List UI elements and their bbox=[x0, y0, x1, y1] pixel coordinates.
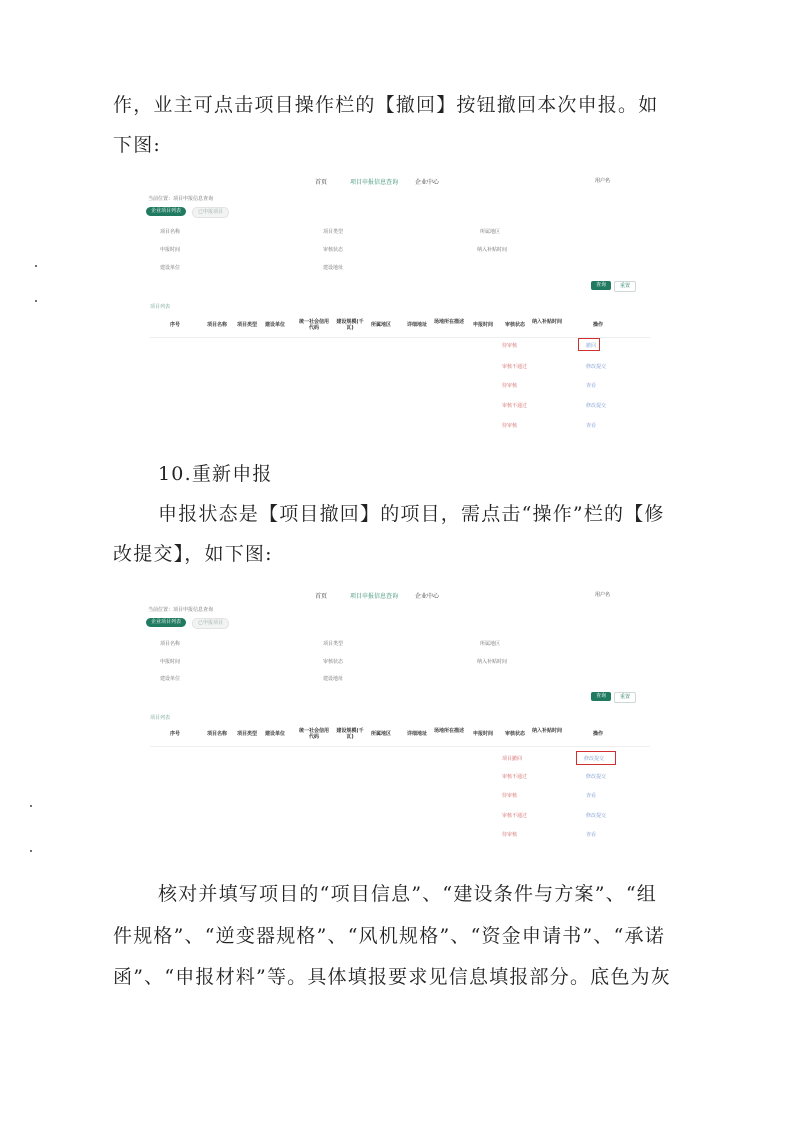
scan-speck bbox=[30, 805, 32, 807]
column-header: 操作 bbox=[592, 731, 603, 737]
filter-label: 建设单位 bbox=[160, 676, 181, 682]
column-header: 审核状态 bbox=[504, 731, 525, 737]
nav-enterprise[interactable]: 企业中心 bbox=[415, 593, 440, 600]
column-header: 详细地址 bbox=[406, 731, 427, 737]
scan-speck bbox=[35, 300, 37, 302]
filter-label: 项目类型 bbox=[323, 229, 344, 235]
table-row-action[interactable]: 修改提交 bbox=[586, 813, 607, 819]
column-header: 建设单位 bbox=[264, 731, 285, 737]
filter-label: 所属地区 bbox=[480, 641, 501, 647]
tab-project-list[interactable]: 企业项目列表 bbox=[146, 207, 186, 216]
tab-declared[interactable]: 已申报项目 bbox=[192, 618, 229, 629]
modify-submit-button[interactable]: 修改提交 bbox=[584, 756, 605, 762]
column-header: 纳入补贴时间 bbox=[531, 319, 562, 325]
embedded-screenshot-withdraw bbox=[140, 170, 660, 450]
column-header: 所属地区 bbox=[370, 322, 391, 328]
column-header: 申报时间 bbox=[472, 322, 493, 328]
column-header: 审核状态 bbox=[504, 322, 525, 328]
list-title: 项目列表 bbox=[150, 715, 171, 721]
table-row-status: 待审核 bbox=[502, 793, 518, 799]
filter-label: 建设地址 bbox=[323, 265, 344, 271]
column-header: 建设规模(千瓦) bbox=[336, 319, 364, 331]
table-row-action[interactable]: 查看 bbox=[586, 383, 597, 389]
paragraph-line: 件规格”、“逆变器规格”、“风机规格”、“资金申请书”、“承诺 bbox=[113, 925, 665, 947]
table-row-action[interactable]: 查看 bbox=[586, 423, 597, 429]
filter-label: 项目类型 bbox=[323, 641, 344, 647]
column-header: 项目类型 bbox=[236, 731, 257, 737]
column-header: 项目名称 bbox=[206, 322, 227, 328]
column-header: 建设规模(千瓦) bbox=[336, 728, 364, 740]
filter-label: 建设地址 bbox=[323, 676, 344, 682]
table-row-action[interactable]: 查看 bbox=[586, 793, 597, 799]
divider bbox=[150, 746, 650, 747]
column-header: 序号 bbox=[169, 731, 180, 737]
withdraw-button[interactable]: 撤回 bbox=[586, 343, 597, 349]
reset-button[interactable]: 重置 bbox=[614, 692, 636, 703]
breadcrumb: 当前位置：项目申报信息查询 bbox=[148, 196, 214, 202]
table-row-action[interactable]: 修改提交 bbox=[586, 774, 607, 780]
column-header: 所属地区 bbox=[370, 731, 391, 737]
table-row-status: 待审核 bbox=[502, 343, 518, 349]
column-header: 项目名称 bbox=[206, 731, 227, 737]
filter-label: 申报时间 bbox=[160, 659, 181, 665]
table-row-status: 待审核 bbox=[502, 423, 518, 429]
embedded-screenshot-resubmit bbox=[140, 585, 660, 850]
nav-query[interactable]: 项目申报信息查询 bbox=[350, 593, 399, 600]
nav-query[interactable]: 项目申报信息查询 bbox=[350, 179, 399, 186]
paragraph-line: 改提交】，如下图: bbox=[113, 543, 273, 565]
filter-label: 所属地区 bbox=[480, 229, 501, 235]
column-header: 详细地址 bbox=[406, 322, 427, 328]
scan-speck bbox=[30, 850, 32, 852]
breadcrumb: 当前位置：项目申报信息查询 bbox=[148, 607, 214, 613]
user-name[interactable]: 用户名 bbox=[595, 178, 611, 184]
column-header: 场地所在描述 bbox=[433, 728, 464, 734]
column-header: 操作 bbox=[592, 322, 603, 328]
reset-button[interactable]: 重置 bbox=[614, 281, 636, 292]
nav-home[interactable]: 首页 bbox=[315, 179, 328, 186]
table-row-status: 审核不通过 bbox=[502, 813, 528, 819]
scan-speck bbox=[35, 265, 37, 267]
table-row-action[interactable]: 修改提交 bbox=[586, 364, 607, 370]
table-row-status: 审核不通过 bbox=[502, 403, 528, 409]
nav-enterprise[interactable]: 企业中心 bbox=[415, 179, 440, 186]
filter-label: 纳入补贴时间 bbox=[477, 247, 508, 253]
filter-label: 纳入补贴时间 bbox=[477, 659, 508, 665]
column-header: 项目类型 bbox=[236, 322, 257, 328]
table-row-action[interactable]: 修改提交 bbox=[586, 403, 607, 409]
table-row-status: 待审核 bbox=[502, 383, 518, 389]
tab-project-list[interactable]: 企业项目列表 bbox=[146, 618, 186, 627]
column-header: 申报时间 bbox=[472, 731, 493, 737]
column-header: 纳入补贴时间 bbox=[531, 728, 562, 734]
highlight-box bbox=[576, 751, 616, 765]
table-row-action[interactable]: 查看 bbox=[586, 832, 597, 838]
tab-declared[interactable]: 已申报项目 bbox=[192, 207, 229, 218]
column-header: 场地所在描述 bbox=[433, 319, 464, 325]
filter-label: 审核状态 bbox=[323, 247, 344, 253]
highlight-box bbox=[578, 338, 600, 351]
query-button[interactable]: 查询 bbox=[591, 281, 611, 290]
filter-label: 申报时间 bbox=[160, 247, 181, 253]
divider bbox=[150, 337, 650, 338]
filter-label: 建设单位 bbox=[160, 265, 181, 271]
table-row-status: 审核不通过 bbox=[502, 364, 528, 370]
filter-label: 项目名称 bbox=[160, 229, 181, 235]
list-title: 项目列表 bbox=[150, 304, 171, 310]
column-header: 序号 bbox=[169, 322, 180, 328]
paragraph-line: 作，业主可点击项目操作栏的【撤回】按钮撤回本次申报。如 bbox=[113, 94, 659, 116]
nav-home[interactable]: 首页 bbox=[315, 593, 328, 600]
column-header: 统一社会信用代码 bbox=[298, 319, 329, 331]
table-row-status: 项目撤回 bbox=[502, 756, 523, 762]
paragraph-line: 函”、“申报材料”等。具体填报要求见信息填报部分。底色为灰 bbox=[113, 966, 671, 988]
table-row-status: 审核不通过 bbox=[502, 774, 528, 780]
paragraph-line: 核对并填写项目的“项目信息”、“建设条件与方案”、“组 bbox=[158, 883, 657, 905]
column-header: 建设单位 bbox=[264, 322, 285, 328]
section-heading: 10.重新申报 bbox=[158, 463, 273, 485]
filter-label: 审核状态 bbox=[323, 659, 344, 665]
filter-label: 项目名称 bbox=[160, 641, 181, 647]
query-button[interactable]: 查询 bbox=[591, 692, 611, 701]
paragraph-line: 下图: bbox=[113, 134, 162, 156]
column-header: 统一社会信用代码 bbox=[298, 728, 329, 740]
paragraph-line: 申报状态是【项目撤回】的项目，需点击“操作”栏的【修 bbox=[158, 503, 665, 525]
user-name[interactable]: 用户名 bbox=[595, 592, 611, 598]
table-row-status: 待审核 bbox=[502, 832, 518, 838]
